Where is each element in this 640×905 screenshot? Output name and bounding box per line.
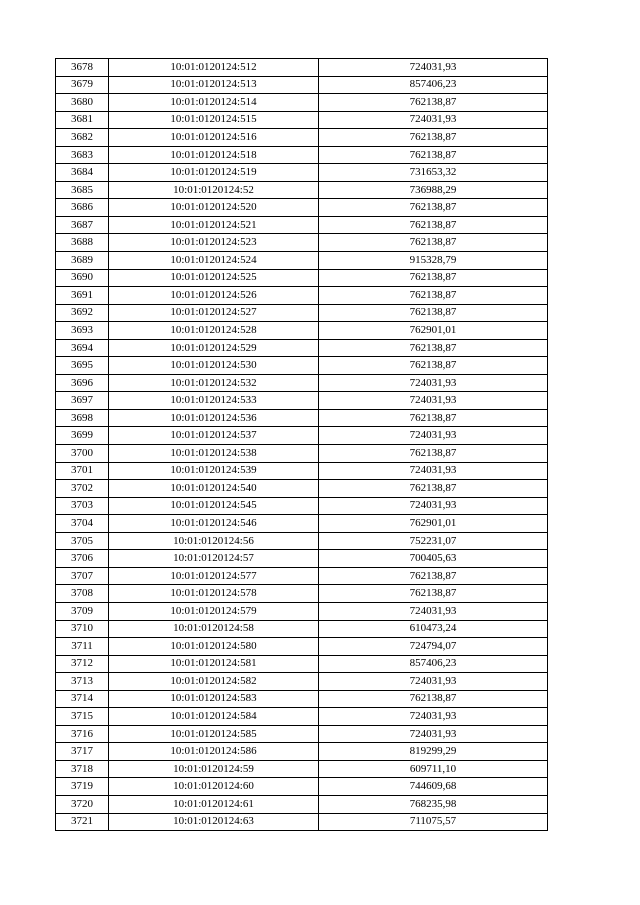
table-body [56,59,548,831]
row-number-cell: 3702 [56,480,109,498]
cadastral-number-cell: 10:01:0120124:525 [109,269,319,287]
table-row [56,620,548,638]
table-row [56,602,548,620]
cadastral-number-cell: 10:01:0120124:60 [109,778,319,796]
value-cell: 736988,29 [319,181,548,199]
table-row [56,339,548,357]
table-row [56,129,548,147]
row-number-cell: 3699 [56,427,109,445]
table-row [56,462,548,480]
table-row [56,690,548,708]
row-number-cell: 3711 [56,638,109,656]
row-number-cell: 3697 [56,392,109,410]
value-cell: 762138,87 [319,146,548,164]
row-number-cell: 3681 [56,111,109,129]
value-cell: 762138,87 [319,585,548,603]
value-cell: 768235,98 [319,795,548,813]
cadastral-number-cell: 10:01:0120124:585 [109,725,319,743]
cadastral-number-cell: 10:01:0120124:524 [109,252,319,270]
table-row [56,760,548,778]
cadastral-number-cell: 10:01:0120124:56 [109,532,319,550]
cadastral-number-cell: 10:01:0120124:59 [109,760,319,778]
value-cell: 762138,87 [319,409,548,427]
value-cell: 762138,87 [319,690,548,708]
row-number-cell: 3680 [56,94,109,112]
cadastral-number-cell: 10:01:0120124:512 [109,59,319,77]
row-number-cell: 3686 [56,199,109,217]
table-row [56,409,548,427]
value-cell: 762138,87 [319,304,548,322]
cadastral-number-cell: 10:01:0120124:581 [109,655,319,673]
value-cell: 762138,87 [319,480,548,498]
table-row [56,427,548,445]
cadastral-number-cell: 10:01:0120124:529 [109,339,319,357]
value-cell: 724031,93 [319,497,548,515]
table-row [56,199,548,217]
value-cell: 731653,32 [319,164,548,182]
cadastral-number-cell: 10:01:0120124:545 [109,497,319,515]
value-cell: 762138,87 [319,445,548,463]
value-cell: 724031,93 [319,111,548,129]
cadastral-number-cell: 10:01:0120124:528 [109,322,319,340]
value-cell: 762138,87 [319,129,548,147]
value-cell: 762138,87 [319,339,548,357]
table-row [56,480,548,498]
table-row [56,181,548,199]
table-row [56,550,548,568]
table-row [56,725,548,743]
cadastral-number-cell: 10:01:0120124:61 [109,795,319,813]
table-row [56,252,548,270]
cadastral-number-cell: 10:01:0120124:57 [109,550,319,568]
row-number-cell: 3696 [56,374,109,392]
table-row [56,673,548,691]
row-number-cell: 3705 [56,532,109,550]
row-number-cell: 3689 [56,252,109,270]
cadastral-number-cell: 10:01:0120124:520 [109,199,319,217]
table-row [56,708,548,726]
value-cell: 700405,63 [319,550,548,568]
row-number-cell: 3684 [56,164,109,182]
row-number-cell: 3709 [56,602,109,620]
row-number-cell: 3698 [56,409,109,427]
row-number-cell: 3694 [56,339,109,357]
cadastral-number-cell: 10:01:0120124:538 [109,445,319,463]
cadastral-number-cell: 10:01:0120124:533 [109,392,319,410]
table-row [56,638,548,656]
value-cell: 752231,07 [319,532,548,550]
value-cell: 724794,07 [319,638,548,656]
table-row [56,392,548,410]
table-row [56,269,548,287]
row-number-cell: 3685 [56,181,109,199]
table-row [56,322,548,340]
value-cell: 724031,93 [319,59,548,77]
table-row [56,567,548,585]
row-number-cell: 3695 [56,357,109,375]
row-number-cell: 3712 [56,655,109,673]
value-cell: 724031,93 [319,602,548,620]
row-number-cell: 3678 [56,59,109,77]
value-cell: 724031,93 [319,725,548,743]
cadastral-number-cell: 10:01:0120124:586 [109,743,319,761]
row-number-cell: 3710 [56,620,109,638]
value-cell: 724031,93 [319,374,548,392]
table-row [56,76,548,94]
row-number-cell: 3692 [56,304,109,322]
row-number-cell: 3700 [56,445,109,463]
table-row [56,234,548,252]
value-cell: 724031,93 [319,673,548,691]
table-row [56,778,548,796]
cadastral-number-cell: 10:01:0120124:521 [109,216,319,234]
row-number-cell: 3707 [56,567,109,585]
table-row [56,216,548,234]
cadastral-number-cell: 10:01:0120124:578 [109,585,319,603]
table-row [56,655,548,673]
row-number-cell: 3688 [56,234,109,252]
value-cell: 762901,01 [319,515,548,533]
cadastral-number-cell: 10:01:0120124:536 [109,409,319,427]
value-cell: 609711,10 [319,760,548,778]
table-row [56,287,548,305]
cadastral-number-cell: 10:01:0120124:537 [109,427,319,445]
cadastral-number-cell: 10:01:0120124:530 [109,357,319,375]
table-row [56,111,548,129]
cadastral-number-cell: 10:01:0120124:577 [109,567,319,585]
value-cell: 857406,23 [319,76,548,94]
row-number-cell: 3716 [56,725,109,743]
table-row [56,497,548,515]
value-cell: 724031,93 [319,708,548,726]
row-number-cell: 3690 [56,269,109,287]
value-cell: 762138,87 [319,287,548,305]
cadastral-number-cell: 10:01:0120124:63 [109,813,319,831]
row-number-cell: 3682 [56,129,109,147]
row-number-cell: 3701 [56,462,109,480]
row-number-cell: 3687 [56,216,109,234]
table-row [56,743,548,761]
cadastral-number-cell: 10:01:0120124:519 [109,164,319,182]
table-row [56,164,548,182]
row-number-cell: 3719 [56,778,109,796]
value-cell: 724031,93 [319,462,548,480]
row-number-cell: 3683 [56,146,109,164]
row-number-cell: 3703 [56,497,109,515]
cadastral-number-cell: 10:01:0120124:579 [109,602,319,620]
cadastral-number-cell: 10:01:0120124:584 [109,708,319,726]
table-row [56,585,548,603]
cadastral-number-cell: 10:01:0120124:513 [109,76,319,94]
value-cell: 762138,87 [319,94,548,112]
row-number-cell: 3715 [56,708,109,726]
value-cell: 762138,87 [319,199,548,217]
row-number-cell: 3706 [56,550,109,568]
table-row [56,515,548,533]
row-number-cell: 3721 [56,813,109,831]
table-row [56,146,548,164]
cadastral-number-cell: 10:01:0120124:52 [109,181,319,199]
table-row [56,795,548,813]
cadastral-number-cell: 10:01:0120124:539 [109,462,319,480]
value-cell: 762901,01 [319,322,548,340]
row-number-cell: 3708 [56,585,109,603]
table-row [56,304,548,322]
table-row [56,445,548,463]
value-cell: 762138,87 [319,269,548,287]
row-number-cell: 3714 [56,690,109,708]
cadastral-number-cell: 10:01:0120124:523 [109,234,319,252]
row-number-cell: 3693 [56,322,109,340]
value-cell: 819299,29 [319,743,548,761]
value-cell: 762138,87 [319,567,548,585]
cadastral-number-cell: 10:01:0120124:515 [109,111,319,129]
table-row [56,532,548,550]
cadastral-number-cell: 10:01:0120124:580 [109,638,319,656]
cadastral-value-table [55,58,548,831]
value-cell: 724031,93 [319,427,548,445]
row-number-cell: 3691 [56,287,109,305]
value-cell: 915328,79 [319,252,548,270]
value-cell: 762138,87 [319,216,548,234]
value-cell: 857406,23 [319,655,548,673]
table-row [56,94,548,112]
cadastral-number-cell: 10:01:0120124:527 [109,304,319,322]
value-cell: 711075,57 [319,813,548,831]
cadastral-number-cell: 10:01:0120124:518 [109,146,319,164]
table-row [56,813,548,831]
value-cell: 744609,68 [319,778,548,796]
cadastral-number-cell: 10:01:0120124:546 [109,515,319,533]
row-number-cell: 3679 [56,76,109,94]
row-number-cell: 3704 [56,515,109,533]
row-number-cell: 3717 [56,743,109,761]
cadastral-number-cell: 10:01:0120124:58 [109,620,319,638]
cadastral-number-cell: 10:01:0120124:516 [109,129,319,147]
cadastral-number-cell: 10:01:0120124:582 [109,673,319,691]
cadastral-number-cell: 10:01:0120124:514 [109,94,319,112]
value-cell: 724031,93 [319,392,548,410]
table-row [56,374,548,392]
row-number-cell: 3718 [56,760,109,778]
cadastral-number-cell: 10:01:0120124:540 [109,480,319,498]
table-row [56,357,548,375]
cadastral-number-cell: 10:01:0120124:583 [109,690,319,708]
table-row [56,59,548,77]
value-cell: 610473,24 [319,620,548,638]
value-cell: 762138,87 [319,234,548,252]
value-cell: 762138,87 [319,357,548,375]
cadastral-number-cell: 10:01:0120124:532 [109,374,319,392]
cadastral-number-cell: 10:01:0120124:526 [109,287,319,305]
row-number-cell: 3720 [56,795,109,813]
row-number-cell: 3713 [56,673,109,691]
